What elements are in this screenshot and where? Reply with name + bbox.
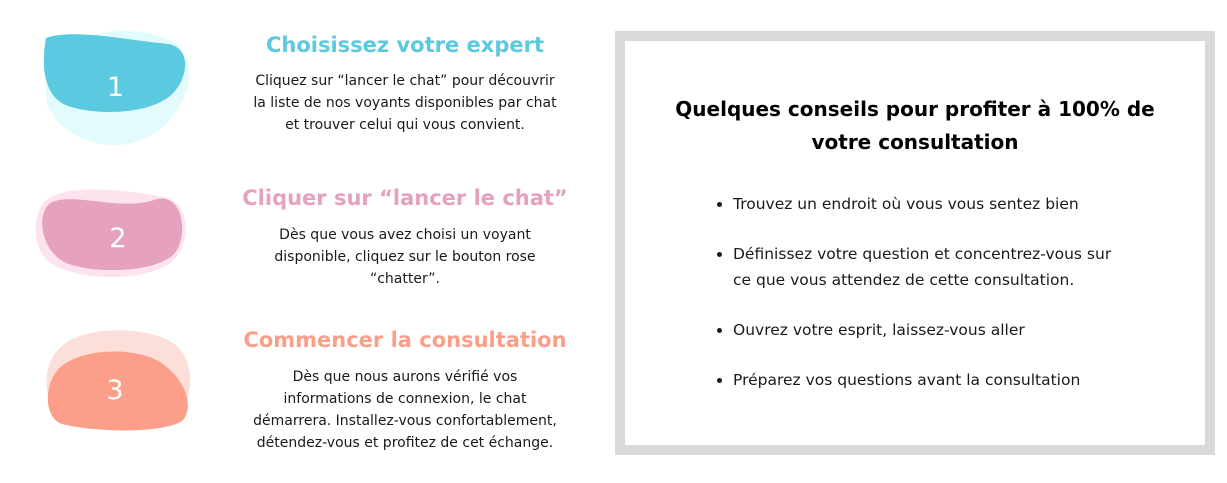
tip-4-line-1: Préparez vos questions avant la consultation: [733, 371, 1081, 389]
tip-item-3: [733, 317, 1183, 343]
step-2-line-1: Dès que vous avez choisi un voyant: [279, 227, 531, 243]
tip-item-4: [733, 367, 1183, 393]
step-3-description: [230, 366, 580, 454]
tip-item-1: [733, 191, 1183, 217]
step-1-line-2: la liste de nos voyants disponibles par chat: [253, 95, 557, 111]
step-2: [0, 160, 600, 320]
step-2-line-2: disponible, cliquez sur le bouton rose: [274, 249, 536, 265]
step-2-line-3: “chatter”.: [369, 271, 441, 287]
step-3-number: 3: [106, 374, 124, 406]
step-3-line-1: Dès que nous aurons vérifié vos: [292, 369, 518, 385]
tips-title-line-1: Quelques conseils pour profiter à 100% de: [675, 97, 1155, 121]
step-3-line-3: démarrera. Installez-vous confortablement,: [253, 413, 557, 429]
tips-list: [715, 191, 1183, 417]
tip-1-line-1: Trouvez un endroit où vous vous sentez bien: [733, 195, 1079, 213]
step-3-title: Commencer la consultation: [243, 328, 567, 352]
tips-title: [625, 93, 1205, 159]
step-2-number: 2: [109, 222, 127, 254]
step-1: [0, 0, 600, 160]
tips-title-line-2: votre consultation: [811, 130, 1019, 154]
step-2-blob: [34, 182, 194, 282]
step-3-line-4: détendez-vous et profitez de cet échange.: [256, 435, 554, 451]
step-1-blob: [38, 26, 193, 148]
tip-2-line-1: Définissez votre question et concentrez-vous sur: [733, 245, 1112, 263]
tip-2-line-2: ce que vous attendez de cette consultation.: [733, 271, 1075, 289]
step-2-description: [230, 224, 580, 290]
step-1-title: Choisissez votre expert: [266, 33, 544, 57]
tips-box: [615, 31, 1215, 455]
step-1-line-3: et trouver celui qui vous convient.: [285, 117, 525, 133]
tip-item-2: [733, 241, 1183, 293]
step-2-title: Cliquer sur “lancer le chat”: [242, 186, 568, 210]
step-1-description: [230, 70, 580, 136]
step-3-blob: [42, 326, 194, 434]
step-1-number: 1: [106, 71, 125, 103]
tip-3-line-1: Ouvrez votre esprit, laissez-vous aller: [733, 321, 1025, 339]
step-1-line-1: Cliquez sur “lancer le chat” pour découvrir: [255, 73, 555, 89]
step-3-line-2: informations de connexion, le chat: [283, 391, 527, 407]
step-3: [0, 320, 600, 480]
